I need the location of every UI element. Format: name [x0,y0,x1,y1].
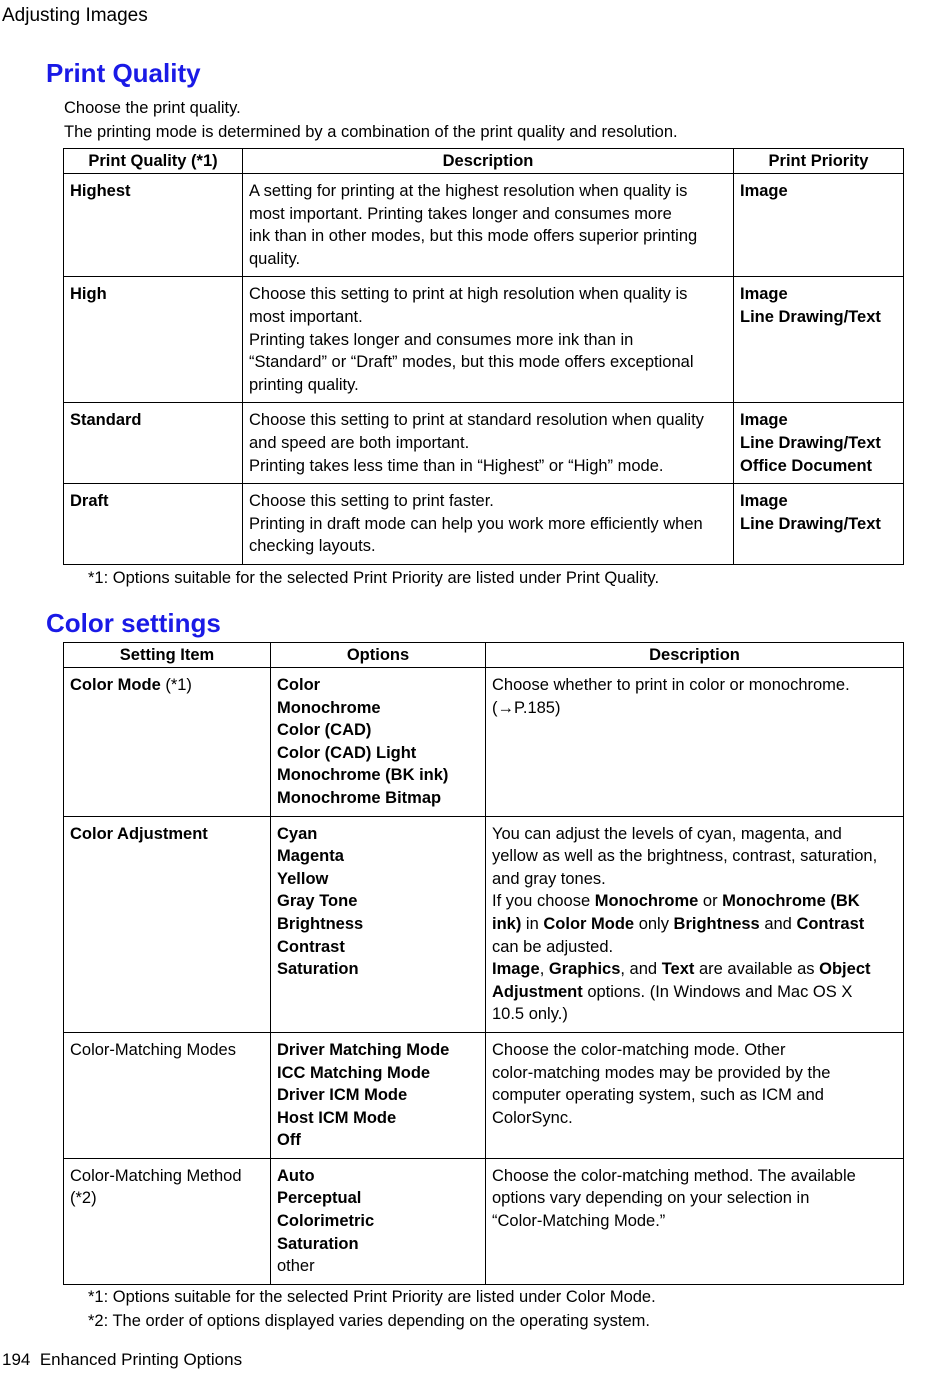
quality-name: High [64,277,243,403]
description-line: Choose this setting to print faster. [249,492,494,511]
setting-options [271,1032,486,1158]
text-run: and [759,914,797,933]
table-row [64,668,904,817]
priority-item: Office Document [740,456,873,475]
priority-item: Image [740,411,788,430]
description-line: most important. [249,307,363,326]
print-priority [734,277,904,403]
color-settings-footnote-2: *2: The order of options displayed varies depending on the operating system. [88,1312,650,1330]
option-item: Cyan [277,824,318,843]
text-run: yellow as well as the brightness, contrast, saturation, [492,847,878,866]
quality-description [243,277,734,403]
print-quality-intro-2: The printing mode is determined by a combination of the print quality and resolution. [64,123,678,141]
text-run: or [698,892,723,911]
description-line: quality. [249,249,301,268]
page-reference: (→P.185) [492,698,561,717]
print-quality-footnote: *1: Options suitable for the selected Print Priority are listed under Print Quality. [88,569,660,587]
option-item: Magenta [277,847,344,866]
description-line: Choose the color-matching method. The available [492,1166,856,1185]
running-header: Adjusting Images [2,5,148,26]
description-line: “Color-Matching Mode.” [492,1212,666,1231]
text-run: 10.5 only.) [492,1005,568,1024]
column-header: Description [486,643,904,668]
quality-name: Standard [64,403,243,484]
table-row [64,277,904,403]
bold-term: Color Mode [543,914,635,933]
description-line [492,1003,897,1026]
bold-term: Text [661,960,695,979]
footer-section-title: Enhanced Printing Options [39,1350,243,1369]
description-line: checking layouts. [249,537,376,556]
setting-description [486,816,904,1032]
bold-term: Monochrome [594,892,699,911]
setting-options [271,668,486,817]
option-item: Yellow [277,869,329,888]
description-line [492,981,897,1004]
bold-term: Object [819,960,871,979]
option-item: Monochrome [277,698,381,717]
description-line: ColorSync. [492,1108,573,1127]
table-row [64,1158,904,1284]
option-item: Saturation [277,1234,359,1253]
table-row [64,403,904,484]
bold-term: Contrast [796,914,865,933]
description-line: Printing takes longer and consumes more ink than in [249,330,634,349]
description-line: printing quality. [249,375,359,394]
setting-item-name: Color Mode [70,676,161,694]
option-item: Monochrome Bitmap [277,788,442,807]
description-line [492,868,897,891]
option-item: Auto [277,1166,315,1185]
option-item: Colorimetric [277,1212,375,1231]
color-settings-table [63,642,904,1285]
setting-options [271,816,486,1032]
column-header: Setting Item [64,643,271,668]
option-item: Host ICM Mode [277,1108,397,1127]
table-row [64,816,904,1032]
description-line [492,913,897,936]
option-item: Gray Tone [277,892,358,911]
description-line: Choose whether to print in color or monochrome. [492,676,850,694]
text-run: are available as [694,960,820,979]
priority-item: Image [740,182,788,200]
option-item: Monochrome (BK ink) [277,766,449,785]
table-header-row [64,149,904,174]
bold-term: Graphics [548,960,621,979]
text-run: and gray tones. [492,869,606,888]
quality-description [243,484,734,565]
priority-item: Line Drawing/Text [740,514,881,533]
description-line: computer operating system, such as ICM and [492,1086,824,1105]
option-item: Off [277,1131,301,1150]
setting-item-note: (*1) [160,676,192,694]
column-header: Print Priority [734,149,904,174]
description-line: A setting for printing at the highest resolution when quality is [249,182,688,200]
setting-description [486,1158,904,1284]
setting-description [486,668,904,817]
print-priority [734,484,904,565]
description-line [492,845,897,868]
description-line: “Standard” or “Draft” modes, but this mode offers exceptional [249,353,694,372]
description-line: Printing in draft mode can help you work more efficiently when [249,514,703,533]
print-priority [734,174,904,277]
priority-item: Image [740,492,788,511]
option-item: ICC Matching Mode [277,1063,431,1082]
setting-description [486,1032,904,1158]
priority-item: Line Drawing/Text [740,433,881,452]
option-item: other [277,1257,315,1276]
option-item: Color (CAD) Light [277,743,417,762]
setting-item-name: Color-Matching Method [70,1166,242,1185]
description-line: and speed are both important. [249,433,470,452]
description-line: Printing takes less time than in “Highest” or “High” mode. [249,456,664,475]
description-line [492,936,897,959]
table-row [64,1032,904,1158]
description-line [492,890,897,913]
text-run: , [539,960,549,979]
bold-term: Image [492,960,540,979]
text-run: only [634,914,674,933]
text-run: If you choose [492,892,595,911]
print-quality-heading: Print Quality [46,58,201,88]
setting-item [64,668,271,817]
description-line: Choose this setting to print at standard resolution when quality [249,411,704,430]
table-row [64,174,904,277]
text-run: can be adjusted. [492,937,614,956]
option-item: Brightness [277,914,364,933]
description-line: most important. Printing takes longer and consumes more [249,204,672,223]
bold-term: ink) [492,914,522,933]
option-item: Contrast [277,937,345,956]
priority-item: Line Drawing/Text [740,307,881,326]
setting-item: Color-Matching Modes [64,1032,271,1158]
quality-name: Draft [64,484,243,565]
quality-description [243,403,734,484]
bold-term: Monochrome (BK [722,892,860,911]
text-run: in [521,914,544,933]
page-number: 194 [2,1350,31,1369]
text-run: options. (In Windows and Mac OS X [582,982,853,1001]
option-item: Driver ICM Mode [277,1086,408,1105]
option-item: Saturation [277,960,359,979]
column-header: Description [243,149,734,174]
setting-item: Color Adjustment [64,816,271,1032]
setting-item-note: (*2) [70,1189,97,1208]
bold-term: Brightness [673,914,760,933]
text-run: , and [620,960,662,979]
option-item: Color (CAD) [277,721,372,740]
description-line: color-matching modes may be provided by the [492,1063,831,1082]
column-header: Options [271,643,486,668]
color-settings-heading: Color settings [46,608,221,638]
page-footer [2,1350,242,1370]
bold-term: Adjustment [492,982,583,1001]
text-run: You can adjust the levels of cyan, magenta, and [492,824,842,843]
description-line: ink than in other modes, but this mode offers superior printing [249,227,698,246]
description-line: Choose this setting to print at high resolution when quality is [249,285,688,304]
quality-description [243,174,734,277]
description-line [492,958,897,981]
priority-item: Image [740,285,788,304]
print-quality-table [63,148,904,565]
description-line: options vary depending on your selection in [492,1189,810,1208]
color-settings-footnote-1: *1: Options suitable for the selected Print Priority are listed under Color Mode. [88,1288,656,1306]
option-item: Perceptual [277,1189,362,1208]
print-priority [734,403,904,484]
option-item: Color [277,676,321,694]
print-quality-intro-1: Choose the print quality. [64,99,241,117]
description-line [492,823,897,846]
setting-options [271,1158,486,1284]
quality-name: Highest [64,174,243,277]
column-header: Print Quality (*1) [64,149,243,174]
setting-item [64,1158,271,1284]
description-line: Choose the color-matching mode. Other [492,1040,786,1059]
table-row [64,484,904,565]
option-item: Driver Matching Mode [277,1040,450,1059]
table-header-row [64,643,904,668]
